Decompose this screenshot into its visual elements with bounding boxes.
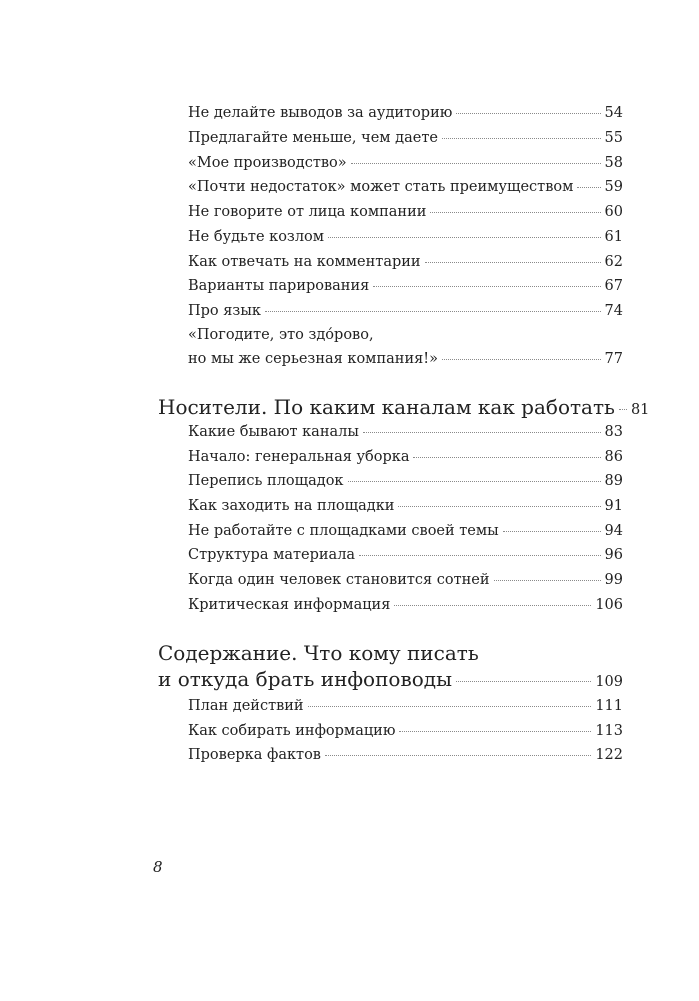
toc-entry[interactable]: [188, 571, 623, 589]
toc-entry-page: 122: [595, 747, 623, 763]
toc-entry[interactable]: [188, 746, 623, 764]
toc-entry[interactable]: [188, 302, 623, 320]
toc-entry-title: Предлагайте меньше, чем даете: [188, 130, 438, 146]
toc-entry[interactable]: [188, 423, 623, 441]
toc-entry-title: Перепись площадок: [188, 473, 344, 489]
toc-entry-title-line2: но мы же серьезная компания!»: [188, 351, 438, 367]
section-title-line2: и откуда брать инфоповоды: [158, 667, 452, 691]
toc-entry[interactable]: [188, 178, 623, 196]
leader-dots: [308, 706, 592, 707]
toc-entry-title: Проверка фактов: [188, 747, 321, 763]
leader-dots: [398, 506, 600, 507]
toc-entry-title: Структура материала: [188, 547, 356, 563]
leader-dots: [442, 359, 601, 360]
toc-entry-title: Не делайте выводов за аудиторию: [188, 105, 453, 121]
toc-entry-page: 62: [604, 254, 623, 270]
toc-entry[interactable]: [188, 697, 623, 715]
toc-entry[interactable]: [188, 522, 623, 540]
toc-entry-title: План действий: [188, 698, 304, 714]
toc-entry-page: 96: [604, 547, 623, 563]
toc-entry-title: Как заходить на площадки: [188, 498, 395, 514]
toc-entry[interactable]: [188, 253, 623, 271]
toc-entry-title: Критическая информация: [188, 597, 391, 613]
leader-dots: [373, 286, 600, 287]
toc-entry-title: «Мое производство»: [188, 155, 347, 171]
toc-entry-title: Не будьте козлом: [188, 229, 325, 245]
toc-entry-title: Не работайте с площадками своей темы: [188, 523, 499, 539]
toc-entry[interactable]: [188, 546, 623, 564]
toc-entry-page: 94: [604, 523, 623, 539]
toc-entry[interactable]: [188, 448, 623, 466]
toc-entry-title: Про язык: [188, 303, 261, 319]
leader-dots: [577, 187, 600, 188]
toc-entry-page: 77: [604, 351, 623, 367]
toc-entry-page: 59: [604, 179, 623, 195]
toc-entry-title: Как отвечать на комментарии: [188, 254, 421, 270]
leader-dots: [456, 681, 591, 682]
toc-entry[interactable]: [188, 472, 623, 490]
section-page: 109: [595, 674, 623, 690]
toc-entry-title: «Почти недостаток» может стать преимуществом: [188, 179, 574, 195]
toc-entry[interactable]: [188, 497, 623, 515]
leader-dots: [363, 432, 601, 433]
toc-entry-page: 91: [604, 498, 623, 514]
toc-entry-title: Какие бывают каналы: [188, 424, 359, 440]
toc-entry-page: 83: [604, 424, 623, 440]
toc-entry-page: 111: [595, 698, 623, 714]
toc-entry-page: 55: [604, 130, 623, 146]
leader-dots: [503, 531, 601, 532]
leader-dots: [265, 311, 601, 312]
leader-dots: [351, 163, 601, 164]
toc-entry[interactable]: [188, 596, 623, 614]
toc-entry-title: Не говорите от лица компании: [188, 204, 427, 220]
toc-entry[interactable]: [188, 326, 623, 368]
toc-entry-page: 61: [604, 229, 623, 245]
toc-entry-title: Начало: генеральная уборка: [188, 449, 410, 465]
leader-dots: [348, 481, 601, 482]
leader-dots: [399, 731, 591, 732]
toc-entry-title: Как собирать информацию: [188, 723, 396, 739]
toc-entry-page: 54: [604, 105, 623, 121]
toc-entry[interactable]: [188, 104, 623, 122]
section-page: 81: [630, 402, 650, 418]
toc-entry-title-line1: «Погодите, это здо́рово,: [188, 327, 374, 343]
toc-entry-page: 60: [604, 204, 623, 220]
toc-section-heading[interactable]: [158, 640, 623, 695]
toc-entry-page: 74: [604, 303, 623, 319]
toc-entry-page: 106: [595, 597, 623, 613]
leader-dots: [413, 457, 600, 458]
leader-dots: [442, 138, 601, 139]
toc-entry[interactable]: [188, 722, 623, 740]
leader-dots: [328, 237, 600, 238]
section-title: Носители. По каким каналам как работать: [158, 395, 615, 419]
leader-dots: [430, 212, 600, 213]
toc-entry-page: 58: [604, 155, 623, 171]
toc-entry-page: 86: [604, 449, 623, 465]
leader-dots: [494, 580, 601, 581]
toc-entry[interactable]: [188, 203, 623, 221]
section-title-line1: Содержание. Что кому писать: [158, 641, 479, 665]
toc-entry-page: 89: [604, 473, 623, 489]
toc-section-heading[interactable]: [158, 394, 650, 423]
toc-entry[interactable]: [188, 277, 623, 295]
leader-dots: [359, 555, 600, 556]
toc-entry[interactable]: [188, 228, 623, 246]
toc-entry-page: 113: [595, 723, 623, 739]
toc-entry-page: 67: [604, 278, 623, 294]
leader-dots: [456, 113, 600, 114]
toc-entry[interactable]: [188, 129, 623, 147]
toc-entry-page: 99: [604, 572, 623, 588]
leader-dots: [425, 262, 601, 263]
toc-entry-title: Когда один человек становится сотней: [188, 572, 490, 588]
page-number: 8: [153, 858, 163, 876]
leader-dots: [394, 605, 591, 606]
leader-dots: [325, 755, 591, 756]
toc-entry[interactable]: [188, 154, 623, 172]
leader-dots: [619, 409, 627, 410]
toc-entry-title: Варианты парирования: [188, 278, 370, 294]
